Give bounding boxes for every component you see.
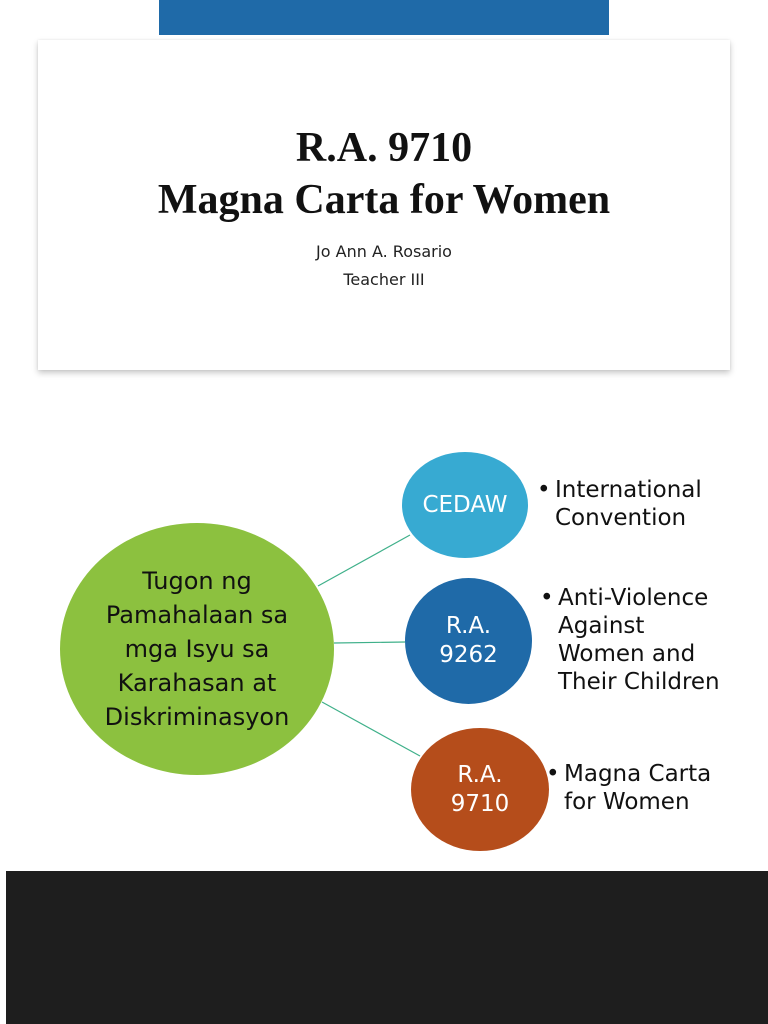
author-name: Jo Ann A. Rosario — [316, 242, 452, 261]
desc-line: Anti-Violence — [558, 585, 709, 611]
ra9262-label-line: 9262 — [439, 642, 498, 668]
connector-ra9710 — [322, 702, 420, 756]
bullet-icon: • — [546, 761, 560, 787]
ra9710-label-line: R.A. — [457, 761, 503, 788]
bullet-icon: • — [540, 585, 554, 611]
connector-cedaw — [318, 535, 410, 586]
desc-line: Women and — [558, 641, 696, 667]
desc-line: Magna Carta — [564, 761, 712, 787]
main-circle-line: Pamahalaan sa — [105, 601, 289, 629]
desc-line: for Women — [564, 789, 690, 815]
bullet-icon: • — [537, 477, 551, 503]
main-circle — [60, 523, 334, 775]
cedaw-description — [537, 476, 762, 532]
ra9710-circle — [411, 728, 549, 851]
dark-slide — [6, 871, 768, 1024]
main-circle-line: Karahasan at — [117, 669, 277, 697]
ra9710-label-line: 9710 — [450, 790, 510, 817]
author-position: Teacher III — [343, 270, 425, 289]
title-line-1: R.A. 9710 — [295, 125, 473, 171]
ra9262-label-line: R.A. — [445, 613, 492, 639]
diagram-slide — [0, 440, 768, 860]
cedaw-label: CEDAW — [422, 492, 508, 518]
ra9710-description — [546, 760, 746, 816]
main-circle-line: Diskriminasyon — [104, 703, 290, 731]
connector-ra9262 — [334, 642, 405, 643]
main-circle-line: mga Isyu sa — [124, 635, 270, 663]
title-slide — [38, 40, 730, 370]
desc-line: Their Children — [558, 669, 720, 695]
main-circle-line: Tugon ng — [142, 567, 252, 595]
title-line-2: Magna Carta for Women — [157, 177, 611, 223]
desc-line: Against — [558, 613, 645, 639]
desc-line: International — [555, 477, 702, 503]
top-blue-bar — [159, 0, 609, 35]
cedaw-circle — [402, 452, 528, 558]
ra9262-circle — [405, 578, 532, 704]
desc-line: Convention — [555, 505, 687, 531]
ra9262-description — [540, 584, 766, 696]
